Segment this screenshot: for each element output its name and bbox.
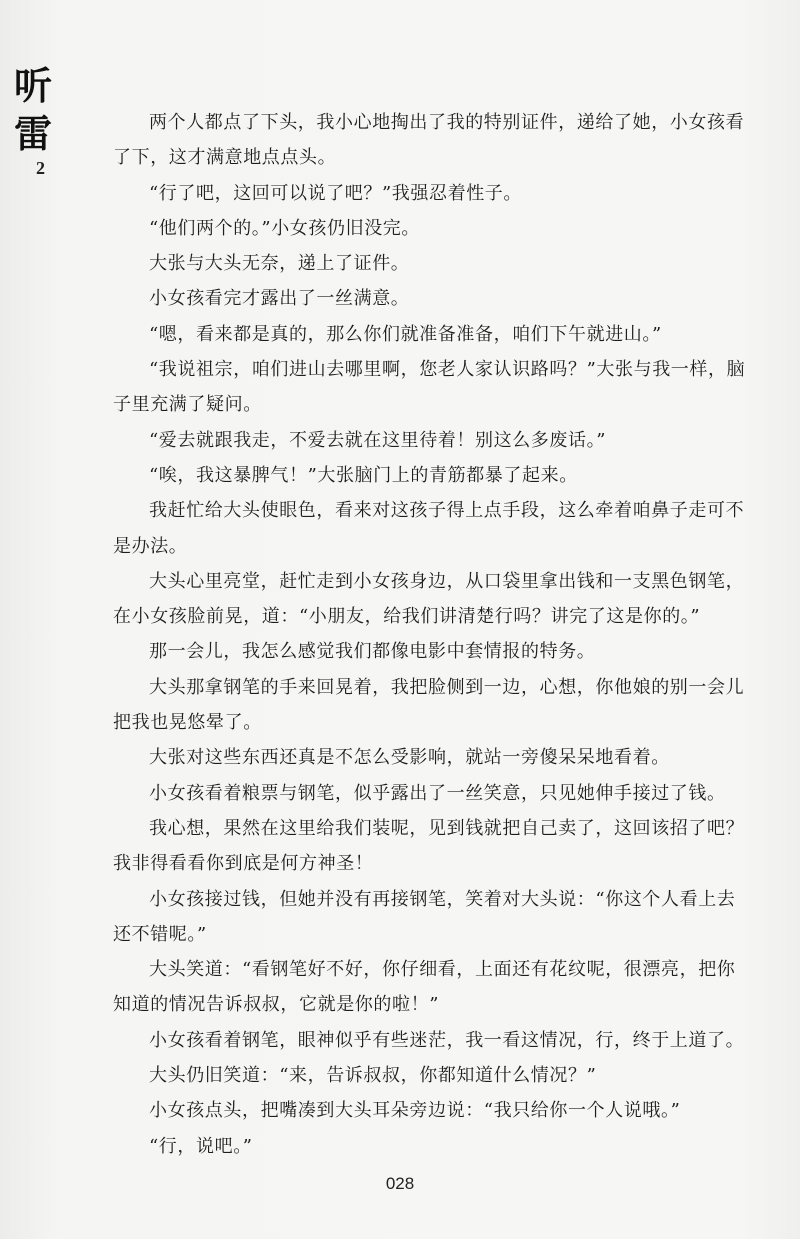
paragraph: 那一会儿，我怎么感觉我们都像电影中套情报的特务。	[149, 641, 596, 663]
paragraph: 小女孩看着钢笔，眼神似乎有些迷茫，我一看这情况，行，终于上道了。	[149, 1029, 745, 1051]
paragraph: “行，说吧。”	[149, 1135, 253, 1157]
paragraph: “他们两个的。”小女孩仍旧没完。	[149, 217, 421, 239]
paragraph: 大头心里亮堂，赶忙走到小女孩身边，从口袋里拿出钱和一支黑色钢笔，在小女孩脸前晃，道：“小朋友，给我们讲清楚行吗？讲完了这是你的。”	[113, 570, 745, 628]
book-title-char: 听	[14, 63, 53, 108]
paragraph: 小女孩看完才露出了一丝满意。	[149, 288, 410, 310]
paragraph: “唉，我这暴脾气！”大张脑门上的青筋都暴了起来。	[149, 464, 578, 486]
paragraph: “嗯，看来都是真的，那么你们就准备准备，咱们下午就进山。”	[149, 323, 662, 345]
page-number: 028	[385, 1174, 415, 1193]
paragraph: 我心想，果然在这里给我们装呢，见到钱就把自己卖了，这回该招了吧？我非得看看你到底是何方神圣！	[113, 817, 745, 875]
paragraph: “我说祖宗，咱们进山去哪里啊，您老人家认识路吗？”大张与我一样，脑子里充满了疑问。	[113, 359, 746, 416]
body-text	[113, 105, 749, 1164]
paragraph: 大张对这些东西还真是不怎么受影响，就站一旁傻呆呆地看着。	[149, 747, 670, 769]
paragraph: 我赶忙给大头使眼色，看来对这孩子得上点手段，这么牵着咱鼻子走可不是办法。	[113, 500, 745, 557]
paragraph: 小女孩看着粮票与钢笔，似乎露出了一丝笑意，只见她伸手接过了钱。	[149, 782, 726, 804]
paragraph: 小女孩接过钱，但她并没有再接钢笔，笑着对大头说：“你这个人看上去还不错呢。”	[113, 888, 736, 945]
book-title	[14, 62, 60, 158]
paragraph: “爱去就跟我走，不爱去就在这里待着！别这么多废话。”	[149, 429, 607, 451]
paragraph: 大头那拿钢笔的手来回晃着，我把脸侧到一边，心想，你他娘的别一会儿把我也晃悠晕了。	[113, 676, 745, 734]
paragraph: 大张与大头无奈，递上了证件。	[149, 253, 410, 275]
paragraph: 大头笑道：“看钢笔好不好，你仔细看，上面还有花纹呢，很漂亮，把你知道的情况告诉叔叔，它就是你的啦！”	[113, 959, 736, 1016]
volume-number: 2	[36, 158, 45, 178]
paragraph: “行了吧，这回可以说了吧？”我强忍着性子。	[149, 182, 523, 204]
paragraph: 小女孩点头，把嘴凑到大头耳朵旁边说：“我只给你一个人说哦。”	[149, 1100, 681, 1122]
paragraph: 两个人都点了下头，我小心地掏出了我的特别证件，递给了她，小女孩看了下，这才满意地点点头。	[113, 112, 745, 169]
book-title-char: 雷	[14, 111, 53, 156]
paragraph: 大头仍旧笑道：“来，告诉叔叔，你都知道什么情况？”	[149, 1065, 597, 1087]
